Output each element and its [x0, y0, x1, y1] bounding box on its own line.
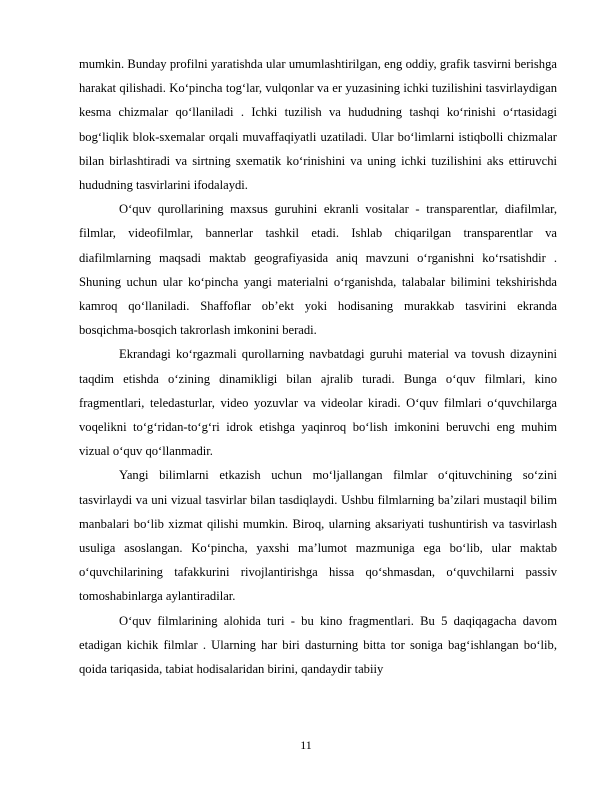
page-number: 11	[300, 738, 312, 752]
paragraph-screen-aids: O‘quv qurollarining maxsus guruhini ekranli vositalar - transparentlar, diafilmlar, filmlar, videofilmlar, bannerlar tashkil etadi. Ishlab chiqarilgan transparentlar va diafilmlarning maqsadi maktab geografiyasida aniq mavzuni o‘rganishni ko‘rsatishdir . Shuning uchun ular ko‘pincha yangi materialni o‘rganishda, talabalar bilimini tekshirishda kamroq qo‘llaniladi. Shaffoflar ob’ekt yoki hodisaning murakkab tasvirini ekranda bosqichma-bosqich takrorlash imkonini beradi.	[79, 202, 557, 338]
body-text	[79, 52, 557, 681]
paragraph-film-fragments: O‘quv filmlarining alohida turi - bu kino fragmentlari. Bu 5 daqiqagacha davom etadigan kichik filmlar . Ularning har biri dasturning bitta tor soniga bag‘ishlangan bo‘lib, qoida tariqasida, tabiat hodisalaridan birini, qandaydir tabiiy	[79, 613, 557, 677]
paragraph-new-knowledge-films: Yangi bilimlarni etkazish uchun mo‘ljallangan filmlar o‘qituvchining so‘zini tasvirlaydi va uni vizual tasvirlar bilan tasdiqlaydi. Ushbu filmlarning ba’zilari mustaqil bilim manbalari bo‘lib xizmat qilishi mumkin. Biroq, ularning aksariyati tushuntirish va tasvirlash usuliga asoslangan. Ko‘pincha, yaxshi ma’lumot mazmuniga ega bo‘lib, ular maktab o‘quvchilarining tafakkurini rivojlantirishga hissa qo‘shmasdan, o‘quvchilarni passiv tomoshabinlarga aylantiradilar.	[79, 468, 557, 604]
paragraph-continuation: mumkin. Bunday profilni yaratishda ular umumlashtirilgan, eng oddiy, grafik tasvirni berishga harakat qilishadi. Ko‘pincha tog‘lar, vulqonlar va er yuzasining ichki tuzilishini tasvirlaydigan kesma chizmalar qo‘llaniladi . Ichki tuzilish va hududning tashqi ko‘rinishi o‘rtasidagi bog‘liqlik blok-sxemalar orqali muvaffaqiyatli uzatiladi. Ular bo‘limlarni istiqbolli chizmalar bilan birlashtiradi va sirtning sxematik ko‘rinishini va uning ichki tuzilishini aks ettiruvchi hududning tasvirlarini ifodalaydi.	[79, 57, 557, 193]
paragraph-screen-visual-aids: Ekrandagi ko‘rgazmali qurollarning navbatdagi guruhi material va tovush dizaynini taqdim etishda o‘zining dinamikligi bilan ajralib turadi. Bunga o‘quv filmlari, kino fragmentlari, teledasturlar, video yozuvlar va videolar kiradi. O‘quv filmlari o‘quvchilarga voqelikni to‘g‘ridan-to‘g‘ri idrok etishga yaqinroq bo‘lish imkonini beruvchi eng muhim vizual o‘quv qo‘llanmadir.	[79, 347, 557, 459]
